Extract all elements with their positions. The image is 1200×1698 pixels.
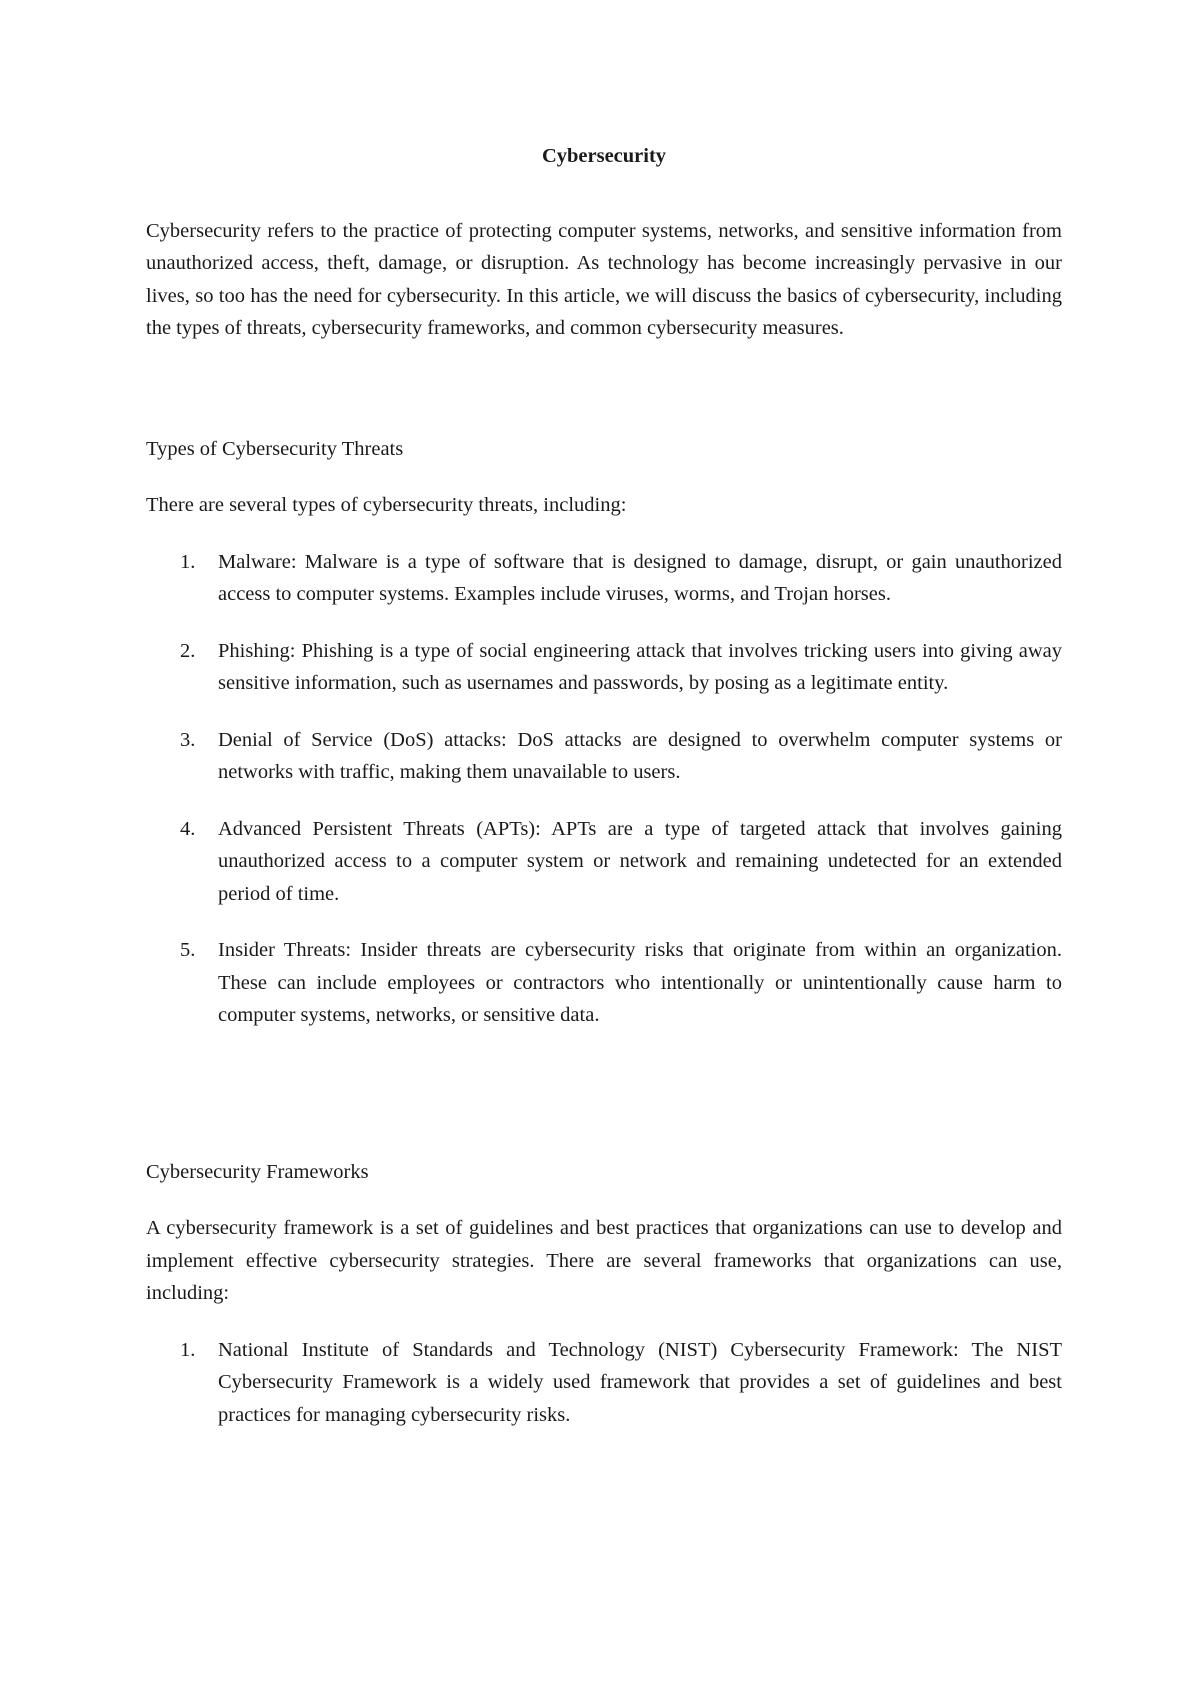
list-item-text: Advanced Persistent Threats (APTs): APTs are a type of targeted attack that involves gaining unauthorized access to a computer system or network and remaining undetected for an extended period of time.	[218, 817, 1062, 905]
intro-paragraph: Cybersecurity refers to the practice of protecting computer systems, networks, and sensitive information from unauthorized access, theft, damage, or disruption. As technology has become increasingly pervasive in our lives, so too has the need for cybersecurity. In this article, we will discuss the basics of cybersecurity, including the types of threats, cybersecurity frameworks, and common cybersecurity measures.	[146, 219, 1062, 339]
threats-list	[146, 546, 1062, 1032]
list-number: 2.	[180, 639, 196, 662]
document-page	[146, 140, 1062, 1455]
frameworks-heading: Cybersecurity Frameworks	[146, 1160, 369, 1183]
list-item	[146, 1334, 1062, 1432]
list-number: 1.	[180, 550, 196, 573]
frameworks-list	[146, 1334, 1062, 1432]
frameworks-lead: A cybersecurity framework is a set of guidelines and best practices that organizations can use to develop and implement effective cybersecurity strategies. There are several frameworks that organizations can use, including:	[146, 1217, 1062, 1304]
document-title: Cybersecurity	[541, 145, 667, 167]
list-number: 5.	[180, 939, 196, 961]
list-item-text: Denial of Service (DoS) attacks: DoS attacks are designed to overwhelm computer systems or networks with traffic, making them unavailable to users.	[218, 728, 1062, 783]
list-item-text: Insider Threats: Insider threats are cybersecurity risks that originate from within an organization. These can include employees or contractors who intentionally or unintentionally cause harm to computer systems, networks, or sensitive data.	[218, 939, 1062, 1026]
list-number: 3.	[180, 728, 196, 751]
list-item	[146, 813, 1062, 911]
list-number: 4.	[180, 817, 196, 840]
list-item-text: Malware: Malware is a type of software that is designed to damage, disrupt, or gain unauthorized access to computer systems. Examples include viruses, worms, and Trojan horses.	[218, 550, 1062, 605]
list-item	[146, 635, 1062, 700]
list-item	[146, 724, 1062, 789]
list-item-text: National Institute of Standards and Technology (NIST) Cybersecurity Framework: The NIST Cybersecurity Framework is a widely used framework that provides a set of guidelines and best practices for managing cybersecurity risks.	[218, 1338, 1062, 1426]
threats-lead: There are several types of cybersecurity threats, including:	[146, 494, 627, 516]
threats-heading: Types of Cybersecurity Threats	[146, 437, 404, 460]
list-item-text: Phishing: Phishing is a type of social engineering attack that involves tricking users into giving away sensitive information, such as usernames and passwords, by posing as a legitimate entity.	[218, 639, 1062, 694]
list-number: 1.	[180, 1338, 196, 1361]
list-item	[146, 546, 1062, 611]
list-item	[146, 934, 1062, 1032]
